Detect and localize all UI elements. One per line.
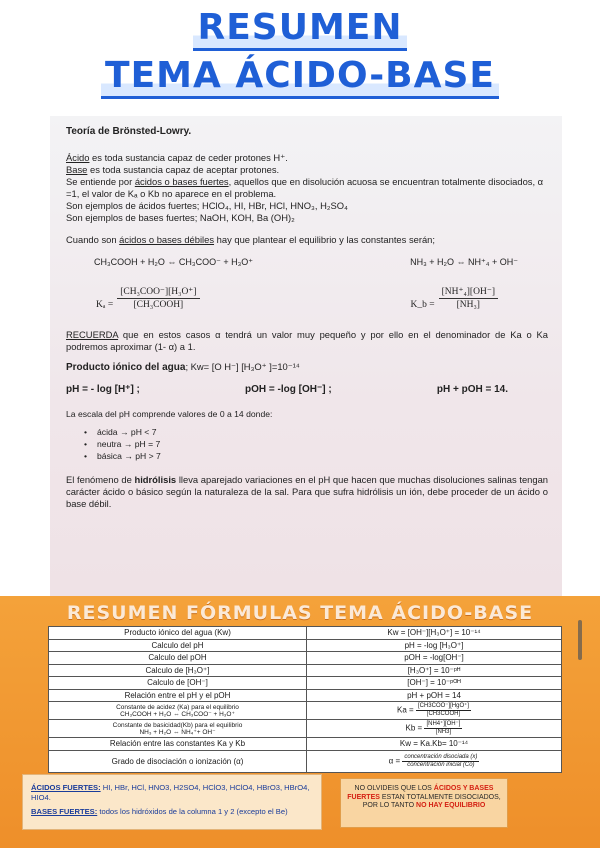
acid-equilibrium: CH₃COOH + H₂O ⇔ CH₃COO⁻ + H₃O⁺ — [94, 257, 254, 267]
table-row-ka: Constante de acidez (Ka) para el equilibrio CH₃COOH + H₂O ⇔ CH₃COO⁻ + H₃O⁺ Ka = [CH3COO⁻][HgO⁺] [CH3COOH] — [49, 702, 562, 720]
water-ionic-product: Producto iónico del agua; Kw= [O H⁻] [H₃O⁺ ]=10⁻¹⁴ — [66, 361, 300, 373]
table-row: Calculo de [OH⁻] [OH⁻] = 10⁻ᵖᴼᴴ — [49, 677, 562, 690]
ka-expression: Kₐ = $\frac{\text{[CH₃COO⁻][H₃O⁺]}}{\text{[CH₃COOH]}}$ — [96, 286, 200, 311]
title-line-1: RESUMEN — [193, 7, 406, 51]
formula-table — [48, 626, 562, 773]
strong-acids-examples: Son ejemplos de ácidos fuertes; HClO₄, HI, HBr, HCl, HNO₃, H₂SO₄ — [66, 200, 348, 211]
fuertes-post: , aquellos que en disolución acuosa se encuentran totalmente disociados, α =1, el valor de Kₐ o Kb no aparece en el problema. — [66, 176, 544, 199]
definitions — [66, 152, 548, 224]
ph-scale-intro: La escala del pH comprende valores de 0 a 14 donde: — [66, 409, 273, 419]
list-item: • básica → pH > 7 — [84, 450, 548, 462]
title-line-2: TEMA ÁCIDO-BASE — [101, 55, 499, 99]
poh-formula: pOH = -log [OH⁻] ; — [245, 384, 332, 395]
page-header — [0, 0, 600, 114]
constants-row — [66, 286, 548, 311]
debiles-term: ácidos o bases débiles — [119, 234, 215, 245]
table-row: Relación entre las constantes Ka y Kb Kw = Ka.Kb= 10⁻¹⁴ — [49, 738, 562, 751]
fuertes-term: ácidos o bases fuertes — [134, 176, 229, 187]
ph-definitions — [66, 384, 548, 396]
equilibria-row — [66, 254, 548, 268]
ph-poh-sum: pH + pOH = 14. — [436, 384, 508, 395]
base-equilibrium: NH₃ + H₂O ⇔ NH⁺₄ + OH⁻ — [410, 257, 518, 267]
ph-formula: pH = - log [H⁺] ; — [66, 384, 140, 395]
ph-scale-list — [84, 426, 548, 462]
strong-list-note: ÁCIDOS FUERTES: HI, HBr, HCl, HNO3, H2SO4, HClO3, HClO4, HBrO3, HBrO4, HIO4. BASES FUERTES: todos los hidróxidos de la columna 1 y 2 (excepto el Be) — [22, 774, 322, 830]
table-row-kb: Constante de basicidad(Kb) para el equilibrio NH₃ + H₂O ⇔ NH₄⁺+ OH⁻ Kb = $\frac{[NH4^+][OH^-]}{[NH3]}$ — [49, 720, 562, 738]
table-row: Producto iónico del agua (Kw) Kw = [OH⁻][H₃O⁺] = 10⁻¹⁴ — [49, 627, 562, 640]
base-def: es toda sustancia capaz de aceptar protones. — [87, 164, 280, 175]
kb-expression: K_b = $\frac{\text{[NH⁺₄][OH⁻]}}{\text{[NH₃]}}$ — [410, 286, 498, 311]
acido-def: es toda sustancia capaz de ceder protones H⁺. — [89, 152, 288, 163]
scrollbar-thumb[interactable] — [578, 620, 582, 660]
base-term: Base — [66, 164, 88, 175]
table-row: Relación entre el pH y el pOH pH + pOH = 14 — [49, 689, 562, 702]
hidrolisis-paragraph: El fenómeno de hidrólisis lleva aparejado variaciones en el pH que hacen que muchas disoluciones salinas tengan carácter ácido o básico según la naturaleza de la sal. Para que sufra hidrólisis un ión, debe proceder de un ácido o base débil. — [66, 474, 549, 509]
recuerda-note: RECUERDA que en estos casos α tendrá un valor muy pequeño y por ello en el denominador de Ka o Ka podremos aproximar (1- α) a 1. — [66, 329, 548, 352]
weak-intro: Cuando son ácidos o bases débiles hay que plantear el equilibrio y las constantes serán; — [66, 234, 435, 245]
table-row: Calculo de [H₃O⁺] [H₃O⁺] = 10⁻ᵖᴴ — [49, 664, 562, 677]
list-item: • neutra → pH = 7 — [84, 438, 548, 450]
summary-title: RESUMEN FÓRMULAS TEMA ÁCIDO-BASE — [66, 602, 534, 624]
reminder-note: NO OLVIDEIS QUE LOS ÁCIDOS Y BASES FUERTES ESTAN TOTALMENTE DISOCIADOS, POR LO TANTO NO HAY EQUILIBRIO — [340, 778, 508, 828]
section-heading: Teoría de Brönsted-Lowry — [66, 126, 189, 137]
table-row: Calculo del pOH pOH = -log[OH⁻] — [49, 652, 562, 665]
table-row: Calculo del pH pH = -log [H₃O⁺] — [49, 639, 562, 652]
list-item: • ácida → pH < 7 — [84, 426, 548, 438]
acido-term: Ácido — [66, 152, 90, 163]
formula-summary — [0, 596, 600, 848]
fuertes-pre: Se entiende por — [66, 176, 135, 187]
theory-document: Teoría de Brönsted-Lowry. Ácido es toda sustancia capaz de ceder protones H⁺. Base es toda sustancia capaz de aceptar protones. Se entiende por ácidos o bases fuertes, aquellos que en disolución acuosa se encuentran totalmente disociados, α =1, el valor de Kₐ o Kb no aparece en el problema. Son ejemplos de ácidos fuertes; HClO₄, HI, HBr, HCl, HNO₃, H₂SO₄ Son ejemplos de bases fuertes; NaOH, KOH, Ba (OH)₂ Cuando son ácidos o bases débiles hay que plantear el equilibrio y las constantes serán; CH₃COOH + H₂O ⇔ CH₃COO⁻ + H₃O⁺ NH₃ + H₂O ⇔ NH⁺₄ + OH⁻ Kₐ = $\frac{\text{[CH₃COO⁻][H₃O⁺]}}{\text{[CH₃COOH]}}$ K_b = $\frac{\text{[NH⁺₄][OH⁻]}}{\text{[NH₃]}}$ RECUERDA que en estos casos α tendrá un valor muy pequeño y por ello en el denominador de Ka o Ka podremos aproximar (1- α) a 1. Producto iónico del agua; Kw= [O H⁻] [H₃O⁺ ]=10⁻¹⁴ pH = - log [H⁺] ; pOH = -log [OH⁻] ; pH + pOH = 14. La escala del pH comprende valores de 0 a 14 donde: • ácida → pH < 7 • neutra → pH = 7 • básica → pH > 7 El fenómeno de hidrólisis lleva aparejado variaciones en el pH que hacen que muchas disoluciones salinas tengan carácter ácido o básico según la naturaleza de la sal. Para que sufra hidrólisis un ión, debe proceder de un ácido o base débil. — [50, 116, 562, 598]
strong-bases-examples: Son ejemplos de bases fuertes; NaOH, KOH, Ba (OH)₂ — [66, 212, 295, 223]
table-row-alpha: Grado de disociación o ionización (α) α = concentración disociada (x) concentración inicial (Co) — [49, 750, 562, 772]
